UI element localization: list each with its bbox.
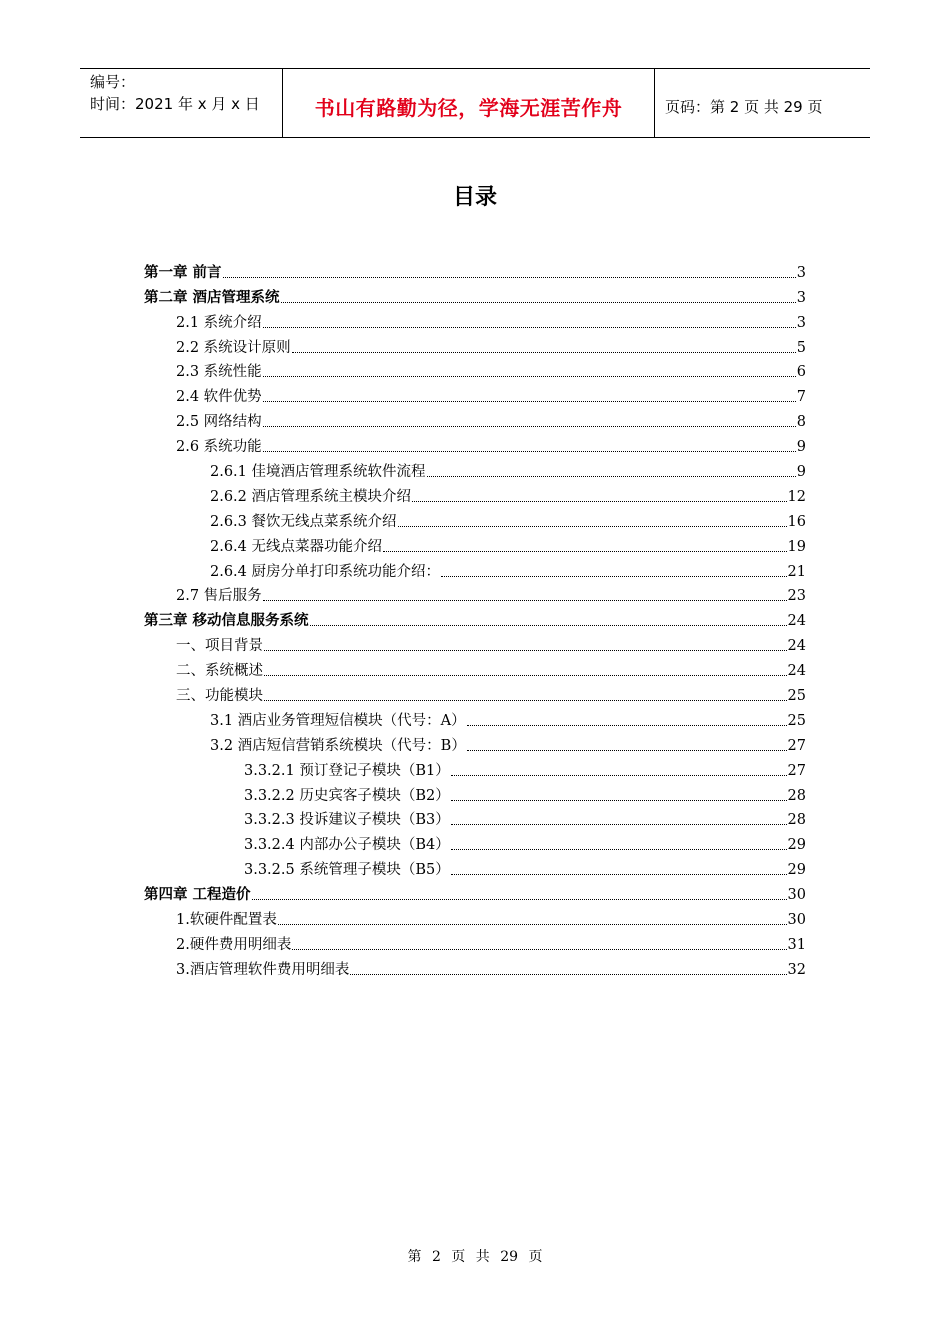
- toc-leader-dots: [310, 625, 787, 626]
- toc-entry[interactable]: [144, 606, 806, 631]
- toc-entry-page: 27: [787, 762, 806, 779]
- toc-entry-label: 二、系统概述: [176, 663, 263, 680]
- toc-entry-label: 1.软硬件配置表: [176, 912, 277, 929]
- toc-leader-dots: [398, 526, 787, 527]
- toc-leader-dots: [263, 401, 796, 402]
- toc-entry-label: 2.6 系统功能: [176, 439, 262, 456]
- toc-leader-dots: [278, 924, 787, 925]
- toc-leader-dots: [441, 576, 787, 577]
- page-header: [80, 68, 870, 138]
- toc-entry-page: 6: [796, 364, 806, 381]
- toc-entry-label: 第三章 移动信息服务系统: [144, 613, 309, 630]
- toc-leader-dots: [292, 949, 786, 950]
- toc-entry-page: 24: [787, 638, 806, 655]
- toc-entry-page: 30: [787, 912, 806, 929]
- toc-entry-page: 24: [787, 613, 806, 630]
- toc-entry-page: 25: [787, 688, 806, 705]
- toc-entry-label: 3.1 酒店业务管理短信模块（代号：A）: [210, 712, 466, 729]
- toc-leader-dots: [263, 376, 796, 377]
- toc-entry[interactable]: [144, 358, 806, 383]
- toc-leader-dots: [263, 451, 796, 452]
- toc-entry-label: 3.3.2.1 预订登记子模块（B1）: [244, 762, 450, 779]
- toc-entry-label: 三、功能模块: [176, 688, 263, 705]
- toc-entry[interactable]: [144, 582, 806, 607]
- toc-leader-dots: [263, 327, 796, 328]
- toc-entry-page: 12: [787, 488, 806, 505]
- toc-entry[interactable]: [144, 482, 806, 507]
- toc-entry-page: 24: [787, 663, 806, 680]
- toc-entry[interactable]: [144, 507, 806, 532]
- toc-entry-page: 32: [787, 961, 806, 978]
- toc-leader-dots: [281, 302, 796, 303]
- toc-leader-dots: [383, 551, 787, 552]
- toc-entry[interactable]: [144, 930, 806, 955]
- header-meta: [80, 69, 282, 137]
- toc-entry[interactable]: [144, 258, 806, 283]
- toc-leader-dots: [264, 675, 787, 676]
- toc-entry[interactable]: [144, 955, 806, 980]
- toc-entry[interactable]: [144, 756, 806, 781]
- toc-leader-dots: [263, 600, 787, 601]
- toc-entry-page: 3: [796, 314, 806, 331]
- toc-entry-page: 31: [787, 936, 806, 953]
- toc-entry[interactable]: [144, 706, 806, 731]
- page-footer: 第 2 页 共 29 页: [407, 1249, 543, 1265]
- toc-entry-label: 一、项目背景: [176, 638, 263, 655]
- toc-entry-label: 3.3.2.5 系统管理子模块（B5）: [244, 862, 450, 879]
- toc-leader-dots: [412, 501, 787, 502]
- toc-leader-dots: [292, 352, 796, 353]
- toc-entry-page: 29: [787, 837, 806, 854]
- toc-leader-dots: [223, 277, 796, 278]
- toc-entry-page: 25: [787, 712, 806, 729]
- toc-entry[interactable]: [144, 880, 806, 905]
- toc-entry-label: 3.3.2.2 历史宾客子模块（B2）: [244, 787, 450, 804]
- toc-entry-label: 2.7 售后服务: [176, 588, 262, 605]
- toc-entry-page: 28: [787, 787, 806, 804]
- toc-entry-label: 2.5 网络结构: [176, 414, 262, 431]
- toc-entry-label: 3.酒店管理软件费用明细表: [176, 961, 350, 978]
- toc-entry[interactable]: [144, 283, 806, 308]
- toc-leader-dots: [451, 824, 787, 825]
- toc-entry[interactable]: [144, 532, 806, 557]
- toc-entry[interactable]: [144, 681, 806, 706]
- toc-leader-dots: [427, 476, 796, 477]
- toc-entry-page: 30: [787, 887, 806, 904]
- toc-entry-page: 16: [787, 513, 806, 530]
- toc-entry-page: 9: [796, 439, 806, 456]
- toc-entry-page: 7: [796, 389, 806, 406]
- toc-entry[interactable]: [144, 855, 806, 880]
- toc-entry-label: 2.3 系统性能: [176, 364, 262, 381]
- toc-entry-page: 29: [787, 862, 806, 879]
- toc-entry-label: 第二章 酒店管理系统: [144, 289, 280, 306]
- toc-entry-label: 3.2 酒店短信营销系统模块（代号：B）: [210, 737, 466, 754]
- toc-entry[interactable]: [144, 407, 806, 432]
- toc-entry-page: 19: [787, 538, 806, 555]
- header-page-info: 页码：第 2 页 共 29 页: [665, 97, 823, 116]
- toc-entry[interactable]: [144, 806, 806, 831]
- toc-entry-label: 2.6.4 厨房分单打印系统功能介绍：: [210, 563, 441, 580]
- toc-entry-label: 3.3.2.3 投诉建议子模块（B3）: [244, 812, 450, 829]
- toc-leader-dots: [263, 426, 796, 427]
- toc-entry[interactable]: [144, 656, 806, 681]
- toc-entry[interactable]: [144, 457, 806, 482]
- toc-entry-page: 9: [796, 464, 806, 481]
- toc-entry-page: 27: [787, 737, 806, 754]
- toc-entry-label: 2.6.1 佳境酒店管理系统软件流程: [210, 464, 426, 481]
- header-date-label: 时间：2021 年 x 月 x 日: [90, 95, 260, 113]
- toc-leader-dots: [451, 874, 787, 875]
- toc-entry-label: 2.2 系统设计原则: [176, 339, 291, 356]
- toc-entry-page: 5: [796, 339, 806, 356]
- toc-entry-label: 第四章 工程造价: [144, 887, 251, 904]
- toc-entry-label: 2.1 系统介绍: [176, 314, 262, 331]
- toc-entry-page: 28: [787, 812, 806, 829]
- toc-entry-page: 23: [787, 588, 806, 605]
- toc-entry-label: 第一章 前言: [144, 264, 222, 281]
- toc-leader-dots: [467, 725, 787, 726]
- toc-entry-page: 21: [787, 563, 806, 580]
- toc-entry-label: 3.3.2.4 内部办公子模块（B4）: [244, 837, 450, 854]
- toc-leader-dots: [451, 849, 787, 850]
- toc-entry-page: 3: [796, 289, 806, 306]
- toc-entry[interactable]: [144, 905, 806, 930]
- toc-entry-label: 2.6.2 酒店管理系统主模块介绍: [210, 488, 412, 505]
- toc-entry-page: 8: [796, 414, 806, 431]
- toc-leader-dots: [264, 650, 787, 651]
- header-code-label: 编号：: [90, 73, 136, 91]
- page-title: 目录: [452, 185, 497, 210]
- toc-entry-page: 3: [796, 264, 806, 281]
- toc-entry[interactable]: [144, 382, 806, 407]
- toc-entry-label: 2.6.3 餐饮无线点菜系统介绍: [210, 513, 397, 530]
- toc-entry[interactable]: [144, 333, 806, 358]
- toc-entry-label: 2.6.4 无线点菜器功能介绍: [210, 538, 383, 555]
- header-motto: 书山有路勤为径，学海无涯苦作舟: [282, 69, 655, 137]
- toc-entry-label: 2.4 软件优势: [176, 389, 262, 406]
- toc-entry[interactable]: [144, 830, 806, 855]
- toc-leader-dots: [451, 800, 787, 801]
- toc-leader-dots: [252, 899, 787, 900]
- table-of-contents: [144, 258, 806, 980]
- toc-leader-dots: [451, 775, 787, 776]
- toc-entry[interactable]: [144, 731, 806, 756]
- toc-entry[interactable]: [144, 308, 806, 333]
- toc-entry[interactable]: [144, 432, 806, 457]
- toc-entry[interactable]: [144, 631, 806, 656]
- toc-leader-dots: [264, 700, 787, 701]
- toc-leader-dots: [467, 750, 787, 751]
- toc-entry-label: 2.硬件费用明细表: [176, 936, 292, 953]
- toc-entry[interactable]: [144, 557, 806, 582]
- toc-leader-dots: [350, 974, 786, 975]
- toc-entry[interactable]: [144, 781, 806, 806]
